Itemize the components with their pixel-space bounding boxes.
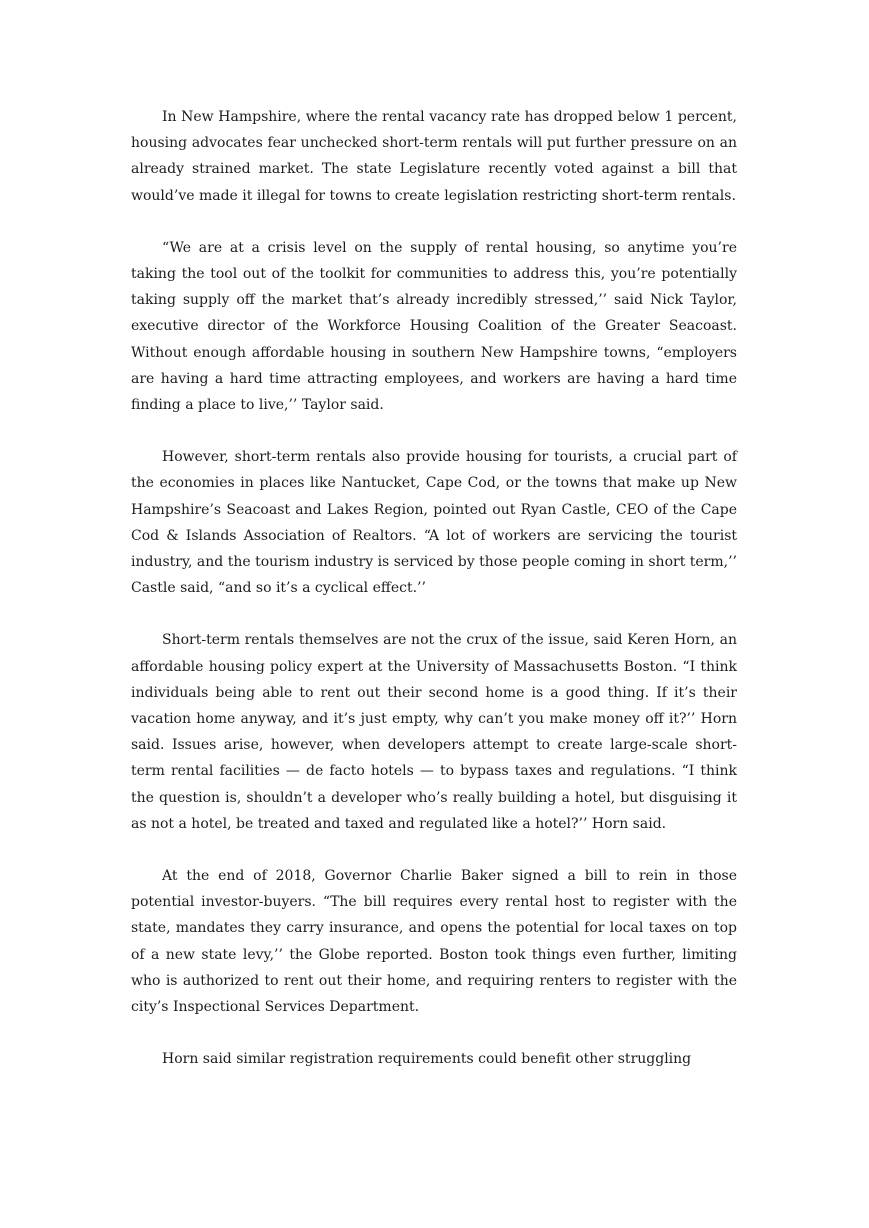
paragraph-horn-registration: Horn said similar registration requirements could benefit other struggling [162, 1051, 692, 1068]
paragraph-castle-tourism: However, short-term rentals also provide housing for tourists, a crucial part of the economies in places like Nantucket, Cape Cod, or the towns that make up New Hampshire’s Seacoast and Lakes Region, pointed out Ryan Castle, CEO of the Cape Cod & Islands Association of Realtors. “A lot of workers are servicing the tourist industry, and the tourism industry is serviced by those people coming in short term,’’ Castle said, “and so it’s a cyclical effect.’’ [131, 449, 737, 597]
paragraph-horn-quote: Short-term rentals themselves are not the crux of the issue, said Keren Horn, an affordable housing policy expert at the University of Massachusetts Boston. “I think individuals being able to rent out their second home is a good thing. If it’s their vacation home anyway, and it’s just empty, why can’t you make money off it?’’ Horn said. Issues arise, however, when developers attempt to create large-scale short-term rental facilities — de facto hotels — to bypass taxes and regulations. “I think the question is, shouldn’t a developer who’s really building a hotel, but disguising it as not a hotel, be treated and taxed and regulated like a hotel?’’ Horn said. [131, 632, 737, 832]
paragraph-nh-vacancy: In New Hampshire, where the rental vacancy rate has dropped below 1 percent, housing advocates fear unchecked short-term rentals will put further pressure on an already strained market. The state Legislature recently voted against a bill that would’ve made it illegal for towns to create legislation restricting short-term rentals. [131, 109, 737, 204]
document-page [131, 104, 737, 1099]
paragraph-baker-bill: At the end of 2018, Governor Charlie Baker signed a bill to rein in those potential investor-buyers. “The bill requires every rental host to register with the state, mandates they carry insurance, and opens the potential for local taxes on top of a new state levy,’’ the Globe reported. Boston took things even further, limiting who is authorized to rent out their home, and requiring renters to register with the city’s Inspectional Services Department. [131, 868, 737, 1016]
paragraph-taylor-quote: “We are at a crisis level on the supply of rental housing, so anytime you’re taking the tool out of the toolkit for communities to address this, you’re potentially taking supply off the market that’s already incredibly stressed,’’ said Nick Taylor, executive director of the Workforce Housing Coalition of the Greater Seacoast. Without enough affordable housing in southern New Hampshire towns, “employers are having a hard time attracting employees, and workers are having a hard time finding a place to live,’’ Taylor said. [131, 239, 737, 414]
